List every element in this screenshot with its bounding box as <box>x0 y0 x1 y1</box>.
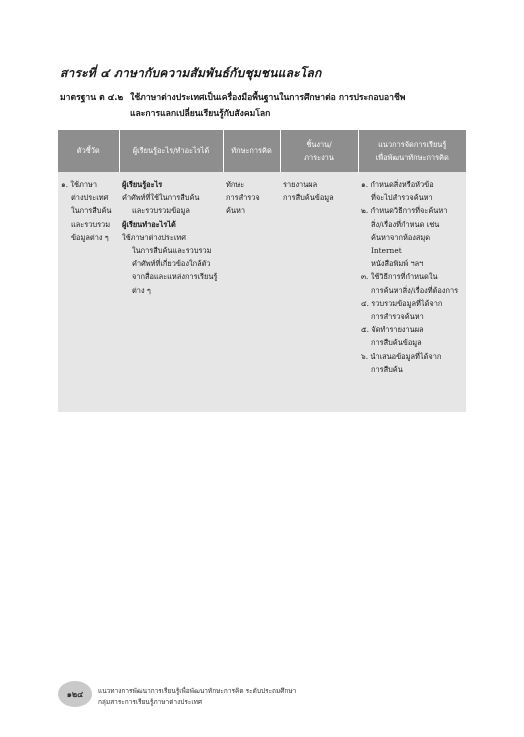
header-approach-line: แนวการจัดการเรียนรู้ <box>378 139 447 149</box>
footer-text <box>98 686 398 708</box>
section-heading: สาระที่ ๔ ภาษากับความสัมพันธ์กับชุมชนและโลก <box>60 66 322 80</box>
text-line: รายงานผล <box>283 180 318 189</box>
text-line: การสืบค้นข้อมูล <box>371 338 422 348</box>
text-line: สิ่ง/เรื่องที่กำหนด เช่น <box>371 219 440 229</box>
text-line: ที่จะไปสำรวจค้นหา <box>371 193 433 203</box>
header-work <box>280 130 358 172</box>
text-line: หนังสือพิมพ์ ฯลฯ <box>371 259 424 269</box>
footer-line-1: แนวทางการพัฒนาการเรียนรู้เพื่อพัฒนาทักษะการคิด ระดับประถมศึกษา <box>98 687 297 695</box>
cell-indicator <box>58 172 119 412</box>
text-line: ต่าง ๆ <box>132 285 151 295</box>
subheading-know: ผู้เรียนรู้อะไร <box>122 180 163 189</box>
text-line: การสืบค้น <box>371 364 403 374</box>
text-line: ข้อมูลต่าง ๆ <box>71 232 109 242</box>
text-line: ๒. กำหนดวิธีการที่จะค้นหา <box>361 206 448 216</box>
text-line: การค้นหาสิ่ง/เรื่องที่ต้องการ <box>371 285 459 295</box>
table-header-row <box>58 130 466 172</box>
text-line: ใช้ภาษาต่างประเทศ <box>122 232 186 242</box>
standard-text-line-1: ใช้ภาษาต่างประเทศเป็นเครื่องมือพื้นฐานในการศึกษาต่อ การประกอบอาชีพ <box>130 93 406 103</box>
text-line: การสืบค้นข้อมูล <box>283 193 334 203</box>
text-line: ในการสืบค้น <box>71 206 112 216</box>
cell-work <box>280 172 358 412</box>
text-line: คำศัพท์ที่เกี่ยวข้องใกล้ตัว <box>132 259 211 269</box>
standard-text-line-2: และการแลกเปลี่ยนเรียนรู้กับสังคมโลก <box>130 109 271 119</box>
learning-standard <box>60 90 480 122</box>
cell-thinking-skills <box>223 172 280 412</box>
subheading-do: ผู้เรียนทำอะไรได้ <box>122 219 176 229</box>
page-number-badge: ๑๒๔ <box>58 681 92 707</box>
footer-line-2: กลุ่มสาระการเรียนรู้ภาษาต่างประเทศ <box>98 698 202 706</box>
header-learners: ผู้เรียนรู้อะไร/ทำอะไรได้ <box>119 130 223 172</box>
header-approach <box>358 130 466 172</box>
text-line: ๑. กำหนดสิ่งหรือหัวข้อ <box>361 180 434 189</box>
header-indicator: ตัวชี้วัด <box>58 130 119 172</box>
text-line: ค้นหาจากห้องสมุด Internet <box>371 232 431 256</box>
header-approach-line: เพื่อพัฒนาทักษะการคิด <box>375 153 449 162</box>
indicator-table <box>58 130 466 412</box>
cell-approach <box>358 172 466 412</box>
header-work-line: ชิ้นงาน/ <box>306 139 332 149</box>
text-line: จากสื่อและแหล่งการเรียนรู้ <box>132 272 218 282</box>
text-line: ๖. นำเสนอข้อมูลที่ได้จาก <box>361 351 442 361</box>
text-line: และรวบรวมข้อมูล <box>132 206 190 216</box>
text-line: ๓. ใช้วิธีการที่กำหนดใน <box>361 272 438 282</box>
table-row <box>58 172 466 412</box>
text-line: ๑. ใช้ภาษา <box>61 180 98 189</box>
header-work-line: ภาระงาน <box>304 153 334 162</box>
text-line: ๕. จัดทำรายงานผล <box>361 325 424 335</box>
header-thinking-skills: ทักษะการคิด <box>223 130 280 172</box>
text-line: ๔. รวบรวมข้อมูลที่ได้จาก <box>361 298 443 308</box>
text-line: ทักษะ <box>226 180 245 189</box>
text-line: ต่างประเทศ <box>71 193 109 203</box>
text-line: การสำรวจค้นหา <box>226 193 260 216</box>
standard-code: มาตรฐาน ต ๔.๒ <box>60 93 124 103</box>
cell-learners <box>119 172 223 412</box>
text-line: และรวบรวม <box>71 219 111 229</box>
text-line: การสำรวจค้นหา <box>371 312 424 322</box>
text-line: คำศัพท์ที่ใช้ในการสืบค้น <box>122 193 200 203</box>
text-line: ในการสืบค้นและรวบรวม <box>132 246 212 256</box>
